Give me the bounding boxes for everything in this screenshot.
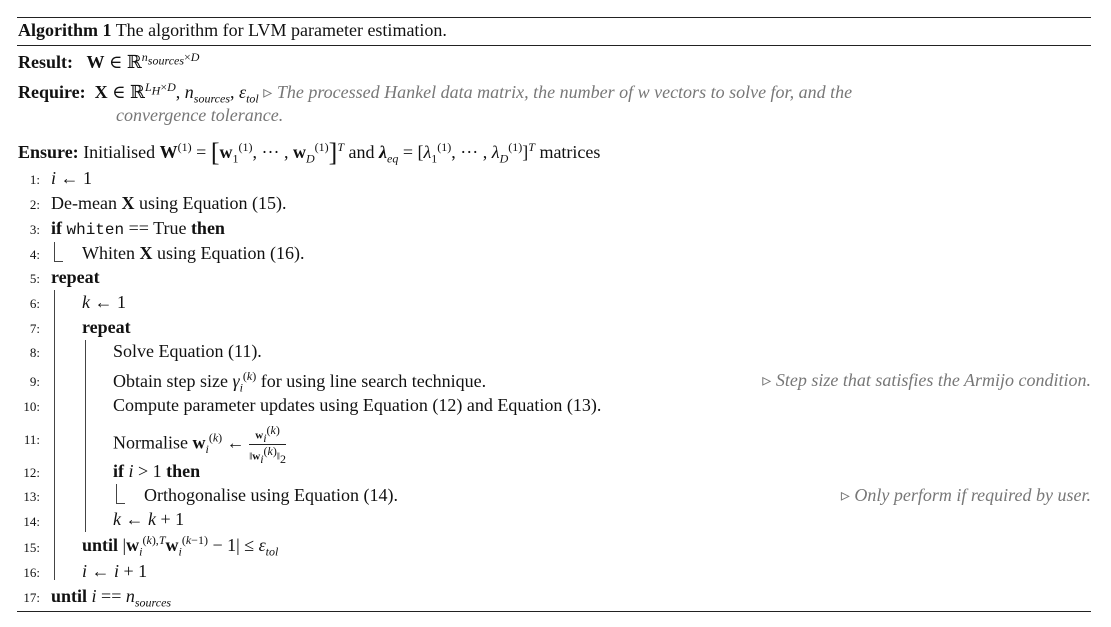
require-comment: [263, 82, 852, 102]
block-hook: [54, 242, 63, 262]
line-number: 7:: [29, 321, 40, 336]
line-text: until $|w_i^{(k),T}w_i^{(k-1)} - 1| \le \varepsilon_{tol}$: [82, 533, 279, 559]
line-13-comment: ▹ Only perform if required by user.: [840, 485, 1091, 505]
line-text: k ← k + 1: [113, 509, 185, 529]
result-line: [18, 50, 199, 73]
result-label: Result:: [18, 52, 73, 72]
line-number: 9:: [29, 374, 40, 389]
line-text: Orthogonalise using Equation (14).: [144, 485, 398, 505]
require-comment-2: convergence tolerance.: [116, 105, 284, 125]
line-text: Solve Equation (11).: [113, 341, 262, 361]
line-text: k ← 1: [82, 292, 126, 312]
line-number: 14:: [23, 514, 40, 529]
algorithm-caption: The algorithm for LVM parameter estimation.: [115, 20, 447, 40]
line-number: 10:: [23, 399, 40, 414]
top-rule: [17, 17, 1091, 18]
require-label: Require:: [18, 82, 86, 102]
line-text: Obtain step size $\gamma_i^{(k)}$ for using line search technique.: [113, 369, 487, 395]
line-number: 1:: [29, 172, 40, 187]
bottom-rule: [17, 611, 1091, 612]
line-text: repeat: [82, 317, 131, 337]
caption-rule: [17, 45, 1091, 46]
line-number: 16:: [23, 565, 40, 580]
line-text: if i > 1 then: [113, 461, 201, 481]
line-number: 11:: [23, 432, 40, 447]
line-text: i ← 1: [51, 168, 93, 188]
line-text: Whiten X using Equation (16).: [82, 243, 305, 263]
block-hook: [116, 484, 125, 504]
require-comment-line-2: [116, 105, 283, 126]
ensure-line: [18, 138, 600, 168]
algorithm-title: [18, 20, 447, 41]
line-number: 13:: [23, 489, 40, 504]
line-number: 5:: [29, 271, 40, 286]
line-9-comment: ▹ Step size that satisfies the Armijo condition.: [762, 370, 1091, 390]
comment-text: Step size that satisfies the Armijo condition.: [775, 370, 1091, 390]
line-number: 8:: [29, 345, 40, 360]
line-text: if whiten == True then: [51, 218, 225, 239]
line-number: 3:: [29, 222, 40, 237]
line-text: Normalise $w_i^{(k)}$ ← $\frac{w_i^{(k)}}{‖w_i^{(k)}‖_2}$: [113, 423, 286, 466]
line-text: until $i == n_{sources}$: [51, 586, 172, 610]
line-text: Compute parameter updates using Equation (12) and Equation (13).: [113, 395, 602, 415]
ensure-label: Ensure:: [18, 142, 79, 162]
ensure-value: Initialised $W^{(1)} = [w_1^{(1)}$, ··· , $w_D^{(1)}]^T$ and $\lambda_{eq} = [\lambda_1^{(1)}$, ··· , $\lambda_D^{(1)}]^T$ matrices: [83, 138, 601, 167]
inner-repeat-bar: [85, 340, 86, 532]
line-text: De-mean X using Equation (15).: [51, 193, 287, 213]
algorithm-label: Algorithm 1: [18, 20, 112, 40]
outer-repeat-bar: [54, 290, 55, 580]
require-line: [18, 80, 852, 107]
require-value: X ∈ ℝ$^{L_H\times D}$, $n_{sources}$, $\varepsilon_{tol}$: [94, 80, 259, 106]
comment-marker: ▹: [263, 82, 273, 102]
line-number: 6:: [29, 296, 40, 311]
line-number: 12:: [23, 465, 40, 480]
require-comment-1: The processed Hankel data matrix, the number of w vectors to solve for, and the: [276, 82, 853, 102]
line-text: repeat: [51, 267, 100, 287]
result-value: W ∈ ℝ$^{n_{sources}\times D}$: [86, 50, 200, 72]
comment-text: Only perform if required by user.: [854, 485, 1091, 505]
line-number: 15:: [23, 540, 40, 555]
line-text: i ← i + 1: [82, 561, 148, 581]
line-number: 17:: [23, 590, 40, 605]
line-number: 2:: [29, 197, 40, 212]
line-number: 4:: [29, 247, 40, 262]
